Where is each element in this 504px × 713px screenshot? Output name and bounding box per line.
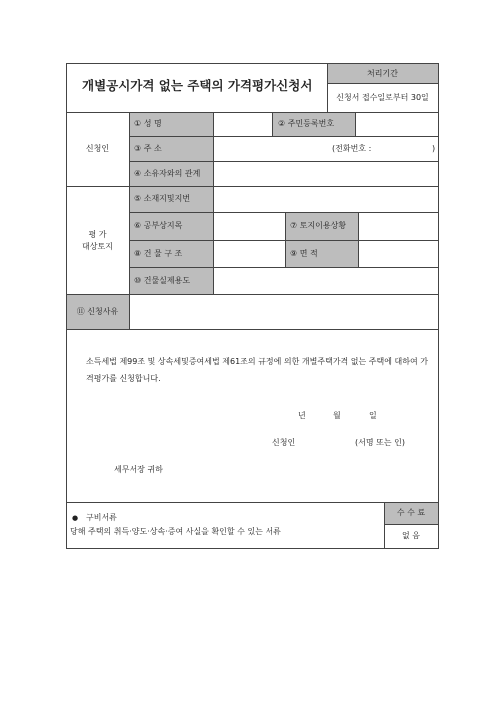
addressee: 세무서장 귀하 xyxy=(114,465,163,474)
name-label: ① 성 명 xyxy=(134,119,162,128)
rule-row1 xyxy=(129,136,438,137)
rule-row4 xyxy=(129,212,438,213)
id-label: ② 주민등록번호 xyxy=(278,119,335,128)
structure-label: ⑧ 건 물 구 조 xyxy=(134,249,183,258)
docs-title: 구비서류 xyxy=(86,513,117,522)
col-id-right xyxy=(355,112,356,136)
col-id-left xyxy=(272,112,273,136)
col-section xyxy=(129,112,130,329)
location-label: ⑤ 소재지및지번 xyxy=(134,194,191,203)
docs-text: 당해 주택의 취득·양도·상속·증여 사실을 확인할 수 있는 서류 xyxy=(70,527,281,536)
phone-close: ) xyxy=(432,144,436,153)
rule-row2 xyxy=(129,161,438,162)
frame-right xyxy=(438,63,439,549)
reason-label: ⑪ 신청사유 xyxy=(76,307,119,316)
docs-bullet-icon: ● xyxy=(72,514,79,522)
signature-label: (서명 또는 인) xyxy=(355,438,405,447)
rule-period xyxy=(327,83,438,84)
applicant-sign-label: 신청인 xyxy=(272,438,296,447)
col-label xyxy=(213,112,214,294)
rule-header xyxy=(66,112,439,113)
col-mid-left xyxy=(285,212,286,267)
rule-reason xyxy=(66,329,439,330)
relation-label: ④ 소유자와의 관계 xyxy=(134,169,201,178)
statement-text: 소득세법 제99조 및 상속세및증여세법 제61조의 규정에 의한 개별주택가격 없는 주택에 대하여 가격평가를 신청합니다. xyxy=(86,357,428,383)
date-day: 일 xyxy=(369,411,377,420)
rule-row7 xyxy=(66,294,439,295)
frame-top xyxy=(66,63,439,64)
date-month: 월 xyxy=(333,411,341,420)
rule-fee xyxy=(384,524,438,525)
rule-row5 xyxy=(129,240,438,241)
rule-row6 xyxy=(129,267,438,268)
rule-row3 xyxy=(66,186,439,187)
area-label: ⑨ 면 적 xyxy=(290,249,318,258)
target-section-label-2: 대상토지 xyxy=(82,242,113,251)
col-mid-right xyxy=(358,212,359,267)
fee-label: 수 수 료 xyxy=(396,508,426,517)
target-section-label-1: 평 가 xyxy=(88,230,107,239)
period-label: 처리기간 xyxy=(367,69,398,78)
building-use-label: ⑩ 건물실제용도 xyxy=(134,276,191,285)
date-year: 년 xyxy=(298,411,306,420)
fee-value: 없 음 xyxy=(402,531,420,540)
period-value: 신청서 접수일로부터 30일 xyxy=(336,93,429,102)
frame-left xyxy=(66,63,67,549)
applicant-section-label: 신청인 xyxy=(85,144,110,153)
land-use-label: ⑦ 토지이용상황 xyxy=(290,221,347,230)
form-title: 개별공시가격 없는 주택의 가격평가신청서 xyxy=(82,78,313,93)
phone-label: (전화번호 : xyxy=(332,144,372,153)
address-label: ③ 주 소 xyxy=(134,144,162,153)
land-category-label: ⑥ 공부상지목 xyxy=(134,221,183,230)
